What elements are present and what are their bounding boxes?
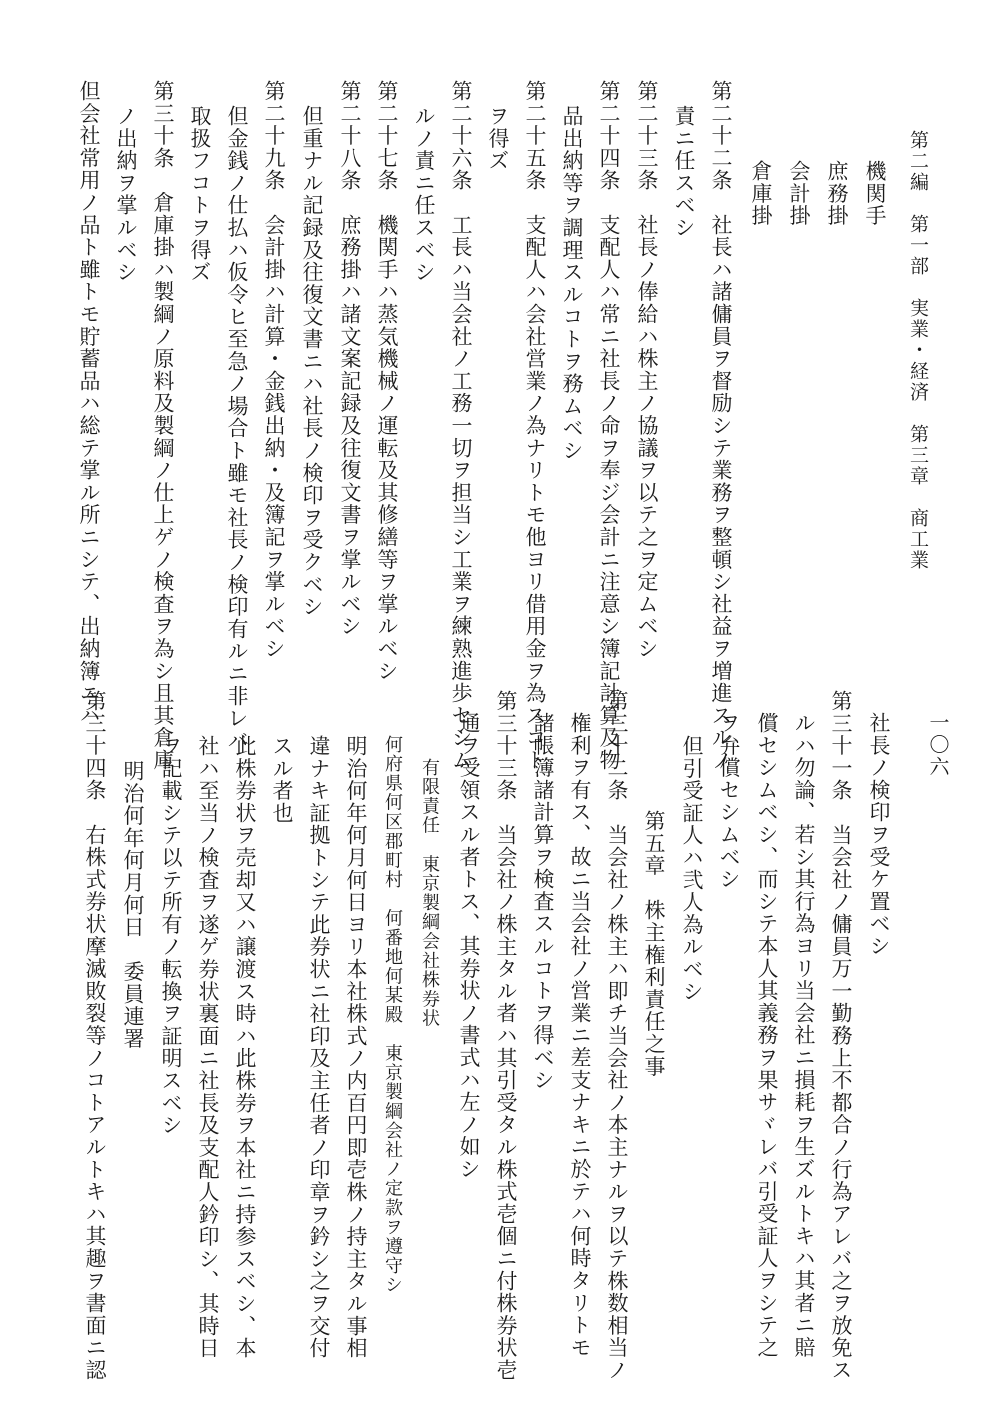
text-column: 庶務掛 — [825, 160, 849, 227]
text-column: 明治何年何月何日ヨリ本社株式ノ内百円即壱株ノ持主タル事相 — [344, 735, 368, 1360]
text-column: 違ナキ証拠トシテ此券状ニ社印及主任者ノ印章ヲ鈐シ之ヲ交付 — [307, 735, 331, 1360]
certificate-date: 明治何年何月何日 委員連署 — [121, 760, 145, 1050]
text-column: 品出納等ヲ調理スルコトヲ務ムベシ — [560, 105, 584, 462]
certificate-address: 何府県何区郡町村 何番地何某殿 東京製綱会社ノ定款ヲ遵守シ — [382, 735, 403, 1295]
text-column: 此株券状ヲ売却又ハ譲渡ス時ハ此株券ヲ本社ニ持参スベシ、本 — [233, 735, 257, 1360]
text-column: ヲ記載シテ以テ所有ノ転換ヲ証明スベシ — [159, 735, 183, 1137]
text-column: 但重ナル記録及往復文書ニハ社長ノ検印ヲ受クベシ — [300, 105, 324, 618]
text-column: ノ出納ヲ掌ルベシ — [114, 105, 138, 284]
text-column: 但金銭ノ仕払ハ仮令ヒ至急ノ場合ト雖モ社長ノ検印有ルニ非レバ — [225, 105, 249, 752]
running-head: 第二編 第一部 実業・経済 第三章 商工業 — [907, 130, 929, 571]
text-column: 第三十一条 当会社ノ傭員万一勤務上不都合ノ行為アレバ之ヲ放免ス — [829, 690, 853, 1382]
text-column: ヲ得ズ — [486, 105, 510, 172]
text-column: 権利ヲ有ス、故ニ当会社ノ営業ニ差支ナキニ於テハ何時タリトモ — [568, 712, 592, 1359]
certificate-title: 有限責任 東京製綱会社株券状 — [419, 758, 440, 1029]
text-column: 社長ノ検印ヲ受ケ置ベシ — [867, 712, 891, 958]
text-column: 第三十二条 当会社ノ株主ハ即チ当会社ノ本主ナルヲ以テ株数相当ノ — [605, 690, 629, 1382]
text-column: 社ハ至当ノ検査ヲ遂ゲ券状裏面ニ社長及支配人鈐印シ、其時日 — [196, 735, 220, 1360]
section-heading: 第五章 株主権利責任之事 — [642, 810, 666, 1078]
text-column: 責ニ任スベシ — [672, 105, 696, 239]
text-column: 第二十六条 工長ハ当会社ノ工務一切ヲ担当シ工業ヲ練熟進歩セシム — [449, 80, 473, 772]
text-column: 第三十三条 当会社ノ株主タル者ハ其引受タル株式壱個ニ付株券状壱 — [494, 690, 518, 1382]
text-column: 但会社常用ノ品ト雖トモ貯蓄品ハ総テ掌ル所ニシテ、出納簿ニハ — [77, 80, 101, 727]
text-column: ヲ弁償セシムベシ — [717, 712, 741, 891]
text-column: 第三十四条 右株式券状摩滅敗裂等ノコトアルトキハ其趣ヲ書面ニ認 — [83, 690, 107, 1382]
text-column: 第二十三条 社長ノ俸給ハ株主ノ協議ヲ以テ之ヲ定ムベシ — [635, 80, 659, 660]
text-column: 第二十二条 社長ハ諸傭員ヲ督励シテ業務ヲ整頓シ社益ヲ増進スルノ — [709, 80, 733, 772]
text-column: 会計掛 — [787, 160, 811, 227]
text-column: ルハ勿論、若シ其行為ヨリ当会社ニ損耗ヲ生ズルトキハ其者ニ賠 — [792, 712, 816, 1359]
text-column: 取扱フコトヲ得ズ — [188, 105, 212, 284]
text-column: 倉庫掛 — [749, 160, 773, 227]
text-column: 但引受証人ハ弐人為ルベシ — [680, 735, 704, 1003]
text-column: 第二十七条 機関手ハ蒸気機械ノ運転及其修繕等ヲ掌ルベシ — [375, 80, 399, 683]
text-column: 償セシムベシ、而シテ本人其義務ヲ果サヾレバ引受証人ヲシテ之 — [755, 712, 779, 1359]
text-column: 第二十四条 支配人ハ常ニ社長ノ命ヲ奉ジ会計ニ注意シ簿記計算及物 — [597, 80, 621, 772]
text-column: 第二十八条 庶務掛ハ諸文案記録及往復文書ヲ掌ルベシ — [338, 80, 362, 638]
text-column: ルノ責ニ任スベシ — [412, 105, 436, 284]
text-column: スル者也 — [270, 735, 294, 825]
text-column: 第三十条 倉庫掛ハ製綱ノ原料及製綱ノ仕上ゲノ検査ヲ為シ且其倉庫 — [151, 80, 175, 772]
text-column: 諸帳簿諸計算ヲ検査スルコトヲ得ベシ — [531, 712, 555, 1092]
text-column: 第二十九条 会計掛ハ計算・金銭出納・及簿記ヲ掌ルベシ — [262, 80, 286, 660]
text-column: 第二十五条 支配人ハ会社営業ノ為ナリトモ他ヨリ借用金ヲ為スコト — [523, 80, 547, 772]
text-column: 通ヲ受領スル者トス、其券状ノ書式ハ左ノ如シ — [457, 712, 481, 1181]
text-column: 機関手 — [863, 160, 887, 227]
page-number: 一〇六 — [926, 712, 950, 778]
